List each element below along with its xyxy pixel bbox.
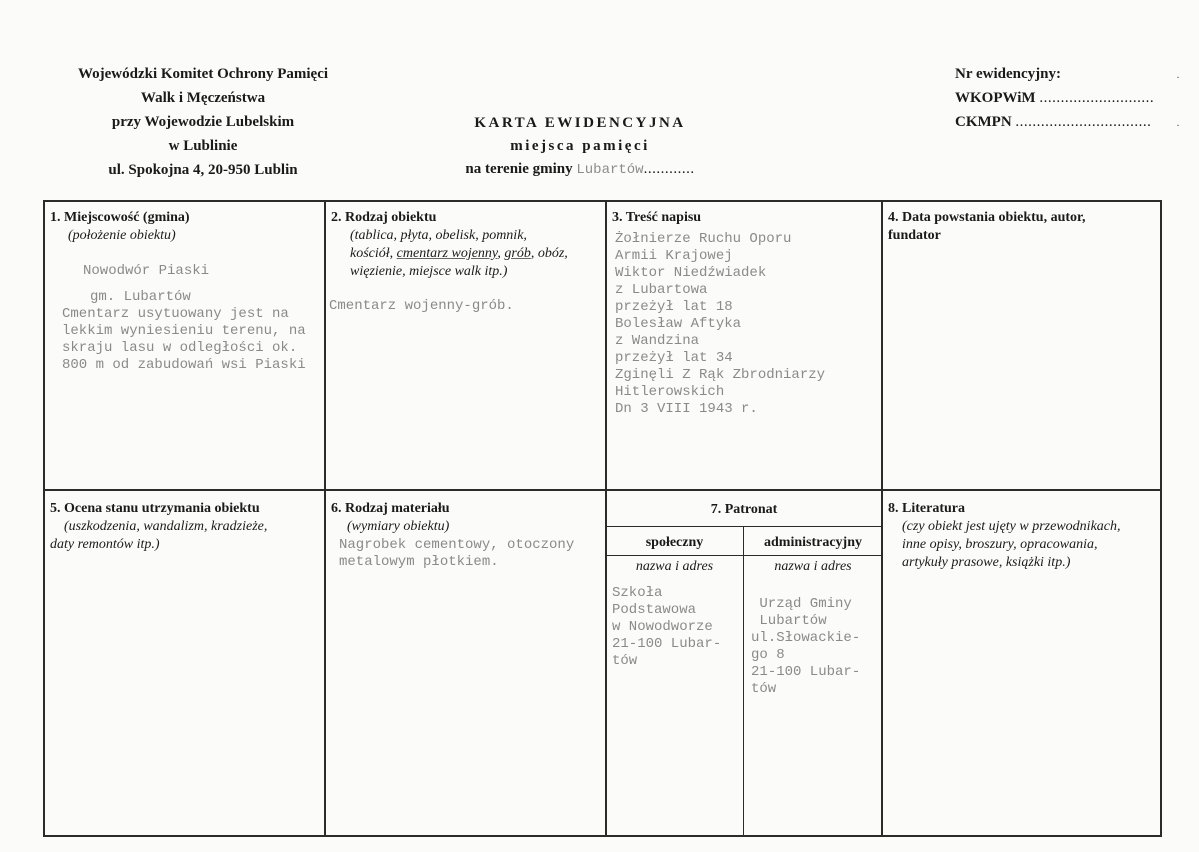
section-condition-hint-2: daty remontów itp.) [50,537,160,552]
location-gmina: gm. Lubartów [90,289,191,305]
patronage-admin-header: administracyjny [764,535,862,550]
section-object-type-hint-3: więzienie, miejsce walk itp.) [350,264,508,279]
patronage-social-header: społeczny [645,535,704,550]
section-material [331,500,603,536]
section-condition [50,500,322,554]
inscription-text: Żołnierze Ruchu Oporu Armii Krajowej Wiktor Niedźwiadek z Lubartowa przeżył lat 18 Bolesław Aftyka z Wandzina przeżył lat 34 Zginęli Z Rąk Zbrodniarzy Hitlerowskich Dn 3 VIII 1943 r. [615,231,826,417]
committee-name-line2: Walk i Męczeństwa [140,90,266,106]
location-place: Nowodwór Piaski [83,263,210,279]
section-literature-hint-3: artykuły prasowe, książki itp.) [902,555,1071,570]
table-border-left [43,200,45,836]
punch-mark-bottom: · [1176,118,1180,132]
committee-name-line3: przy Wojewodzie Lubelskim [111,114,295,130]
card-title: KARTA EWIDENCYJNA [474,115,686,131]
gmina-label: na terenie gminy [465,161,573,177]
section-literature-hint-1: (czy obiekt jest ujęty w przewodnikach, [902,519,1121,534]
section-material-title: 6. Rodzaj materiału [331,501,450,516]
section-literature-hint-2: inne opisy, broszury, opracowania, [902,537,1098,552]
section-date-author-title-2: fundator [888,228,941,243]
card-subtitle: miejsca pamięci [510,138,650,154]
object-type-value: Cmentarz wojenny-grób. [329,298,514,314]
hint-oboz: , obóz, [530,246,568,261]
section-date-author-title-1: 4. Data powstania obiektu, autor, [888,210,1086,225]
wkopwim-label: WKOPWiM [955,90,1036,106]
patronage-social-value: Szkoła Podstawowa w Nowodworze 21-100 Lubar- tów [612,585,722,669]
wkopwim-line [955,86,1195,110]
table-border-bottom [43,835,1162,837]
ckmpn-line [955,110,1195,134]
material-value: Nagrobek cementowy, otoczony metalowym płotkiem. [339,537,575,570]
patronage-admin-value: Urząd Gminy Lubartów ul.Słowackie- go 8 21-100 Lubar- tów [751,596,861,697]
section-location-hint: (położenie obiektu) [68,228,176,243]
section-material-hint: (wymiary obiektu) [347,519,450,534]
ckmpn-label: CKMPN [955,114,1012,130]
punch-mark-top: · [1176,70,1180,84]
card-title-block [425,112,735,182]
table-col-divider-1 [324,200,326,836]
section-date-author [888,209,1158,245]
gmina-value: Lubartów [576,162,644,178]
committee-name-line1: Wojewódzki Komitet Ochrony Pamięci [77,66,329,82]
ckmpn-field[interactable]: ................................ [1015,114,1152,130]
registry-numbers [955,62,1195,134]
committee-address: ul. Spokojna 4, 20-950 Lublin [108,162,298,178]
gmina-line [425,158,735,182]
committee-header [0,62,406,182]
section-patronage-title: 7. Patronat [710,502,778,517]
hint-kosciol: kościół, [350,246,397,261]
nr-ewidencyjny-label: Nr ewidencyjny: [955,66,1061,82]
table-border-top [43,200,1162,202]
hint-sep: , [497,246,505,261]
section-object-type [331,209,603,281]
section-location [50,209,322,245]
committee-name-line4: w Lublinie [168,138,238,154]
section-literature [888,500,1158,572]
section-inscription-title: 3. Treść napisu [612,210,702,225]
gmina-dots: ............ [643,161,695,177]
section-object-type-hint-2 [331,245,603,263]
section-object-type-hint-1: (tablica, płyta, obelisk, pomnik, [350,228,527,243]
hint-grob: grób [504,246,531,261]
section-condition-title: 5. Ocena stanu utrzymania obiektu [50,501,260,516]
section-object-type-title: 2. Rodzaj obiektu [331,210,437,225]
hint-cmentarz-wojenny: cmentarz wojenny [396,246,498,261]
section-condition-hint-1: (uszkodzenia, wandalizm, kradzieże, [64,519,268,534]
wkopwim-field[interactable]: ........................... [1039,90,1155,106]
section-location-title: 1. Miejscowość (gmina) [50,210,190,225]
table-row-divider [43,489,1162,491]
table-border-right [1160,200,1162,836]
patronage-admin-subheader: nazwa i adres [774,559,852,574]
patronage-social-subheader: nazwa i adres [635,559,714,574]
location-description: Cmentarz usytuowany jest na lekkim wyniesieniu terenu, na skraju lasu w odległości ok. 800 m od zabudowań wsi Piaski [62,306,306,373]
section-literature-title: 8. Literatura [888,501,965,516]
